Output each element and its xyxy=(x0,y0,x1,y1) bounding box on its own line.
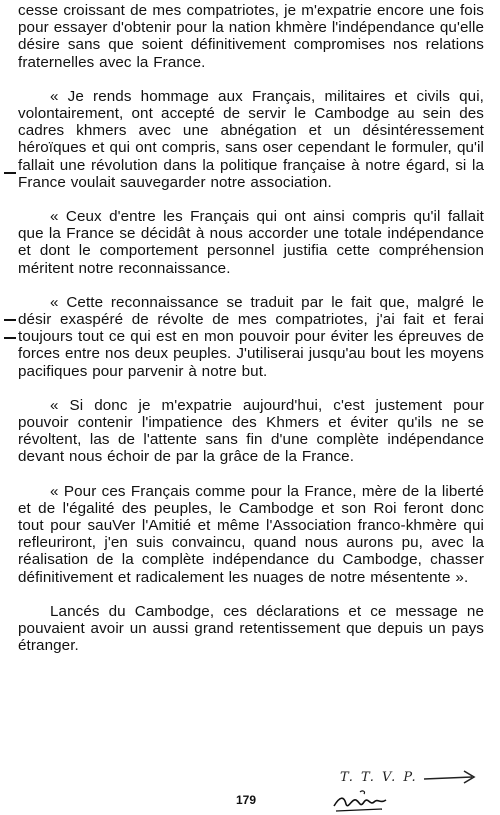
page-footer xyxy=(0,770,500,815)
paragraph-continuation: cesse croissant de mes compatriotes, je m'expatrie encore une fois pour essayer d'obtenir pour la nation khmère l'indépendance qu'elle désire sans que soient définitivement compromises nos relations fraternelles avec la France. xyxy=(18,2,484,71)
page-number: 179 xyxy=(236,793,257,807)
paragraph-hommage: « Je rends hommage aux Français, militaires et civils qui, volontairement, ont accepté de servir le Cambodge au sein des cadres khmers avec une abnégation et un désintéressement héroïques et qui ont compris, sans oser cependant le formuler, qu'il fallait une révolution dans la politique française à notre égard, si la France voulait sauvegarder notre association. xyxy=(18,87,484,191)
handwritten-initials: T. T. V. P. xyxy=(340,770,418,785)
margin-mark xyxy=(4,172,16,174)
paragraph-pour-ces-francais: « Pour ces Français comme pour la France, mère de la liberté et de l'égalité des peuples, le Cambodge et son Roi feront donc tout pour sauVer l'Amitié et même l'Association franco-khmère qui refleuriront, j'en suis convaincu, quand nous aurons pu, avec la réalisation de la complète indépendance du Cambodge, chasser définitivement et radicalement les nuages de notre mésentente ». xyxy=(18,482,484,586)
arrow-icon xyxy=(420,766,480,788)
margin-mark xyxy=(4,319,16,321)
paragraph-lances: Lancés du Cambodge, ces déclarations et ce message ne pouvaient avoir un aussi grand retentissement que depuis un pays étranger. xyxy=(18,602,484,655)
signature-icon xyxy=(330,788,390,814)
margin-mark xyxy=(4,337,16,339)
body-text xyxy=(18,2,484,655)
paragraph-reconnaissance: « Cette reconnaissance se traduit par le fait que, malgré le désir exaspéré de révolte de mes compatriotes, j'ai fait et ferai toujours tout ce qui est en mon pouvoir pour éviter les épreuves de forces entre nos deux peuples. J'utiliserai jusqu'au bout les moyens pacifiques pour parvenir à notre but. xyxy=(18,293,484,380)
paragraph-ceux-d-entre: « Ceux d'entre les Français qui ont ainsi compris qu'il fallait que la France se décidât à nous accorder une totale indépendance et dont le comportement personnel justifia cette compréhension méritent notre reconnaissance. xyxy=(18,208,484,277)
paragraph-expatrie: « Si donc je m'expatrie aujourd'hui, c'est justement pour pouvoir contenir l'impatience des Khmers et éviter qu'ils ne se révoltent, las de l'attente sans fin d'une complète indépendance devant nous échoir de par la grâce de la France. xyxy=(18,396,484,466)
